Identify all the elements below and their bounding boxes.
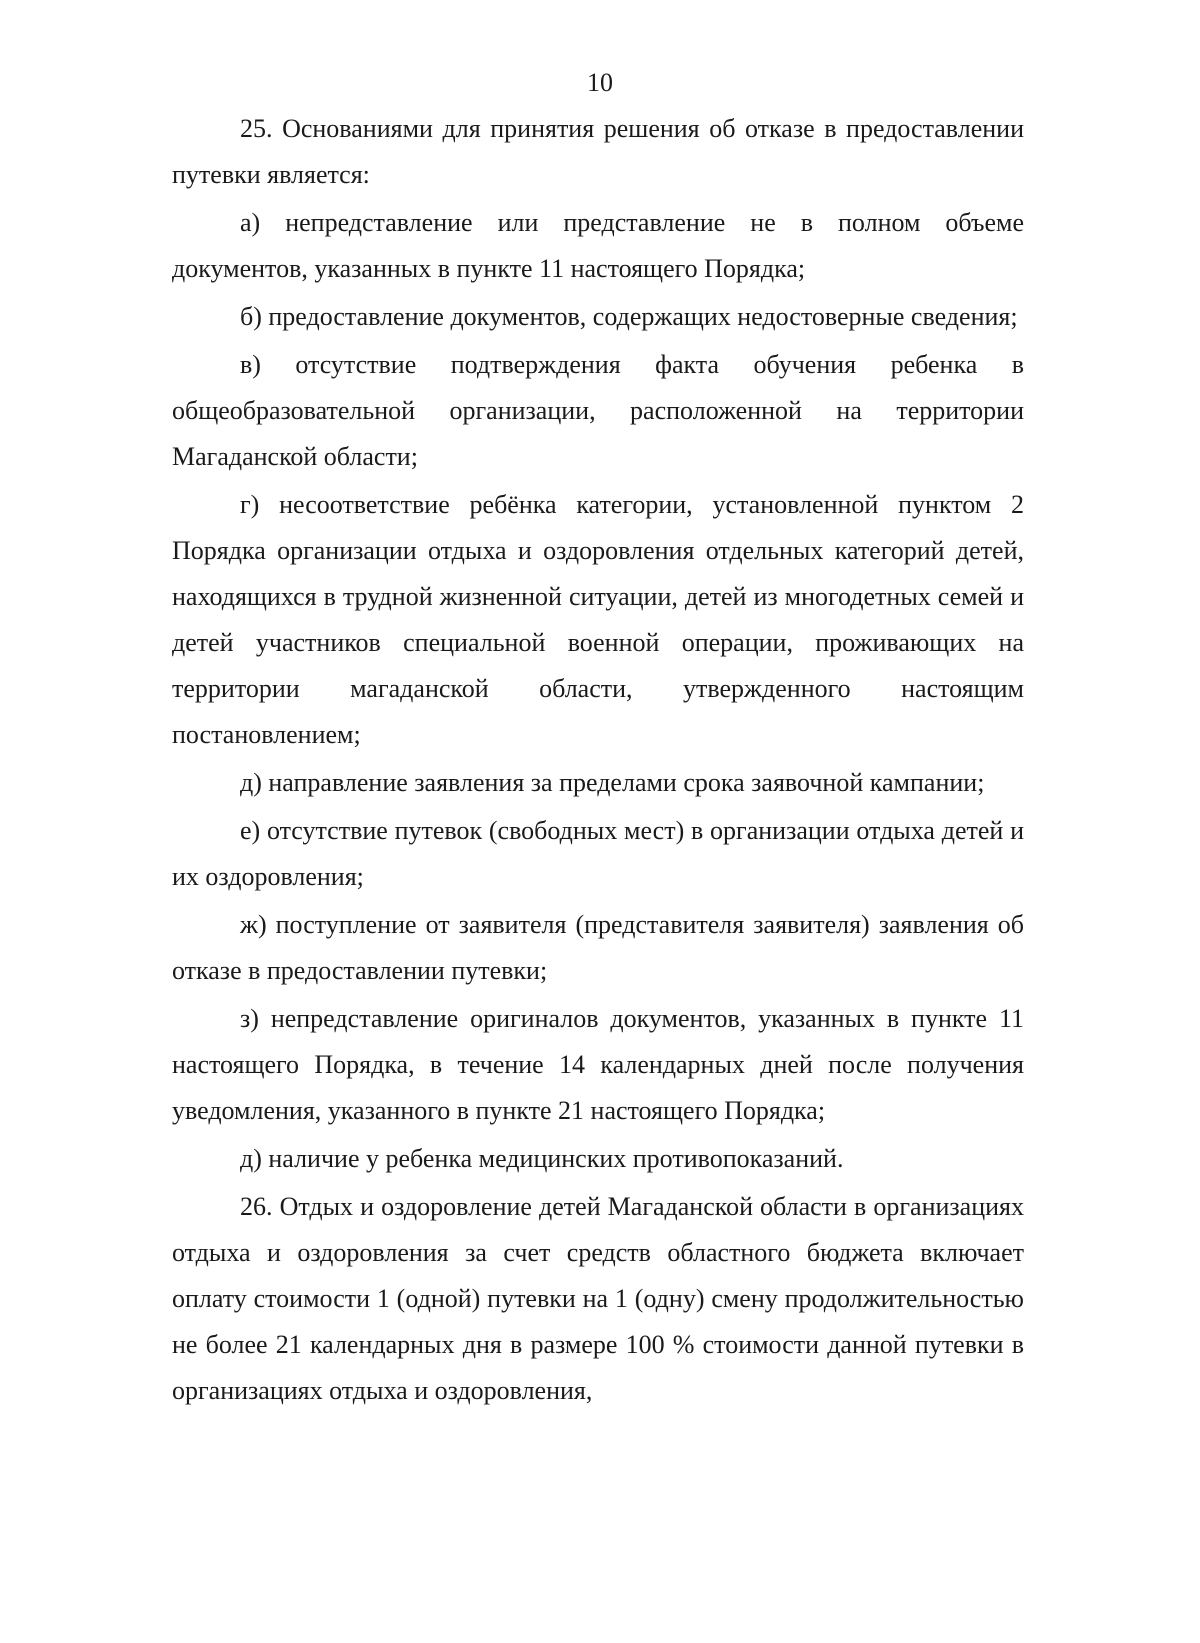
list-item-a: а) непредставление или представление не в полном объеме документов, указанных в пункте 11 настоящего Порядка; <box>172 208 1024 283</box>
list-item-d: д) направление заявления за пределами срока заявочной кампании; <box>240 768 985 797</box>
list-item-z: з) непредставление оригиналов документов, указанных в пункте 11 настоящего Порядка, в течение 14 календарных дней после получения уведомления, указанного в пункте 21 настоящего Порядка; <box>172 1004 1024 1125</box>
list-item-g: г) несоответствие ребёнка категории, установленной пунктом 2 Порядка организации отдыха и оздоровления отдельных категорий детей, находящихся в трудной жизненной ситуации, детей из многодетных семей и детей участников специальной военной операции, проживающих на территории магаданской области, утвержденного настоящим постановлением; <box>172 490 1024 749</box>
document-body <box>172 106 1024 1414</box>
list-item-e: е) отсутствие путевок (свободных мест) в организации отдыха детей и их оздоровления; <box>172 816 1024 891</box>
list-item-zh: ж) поступление от заявителя (представителя заявителя) заявления об отказе в предоставлении путевки; <box>172 910 1024 985</box>
page-number: 10 <box>587 68 613 97</box>
list-item-v: в) отсутствие подтверждения факта обучения ребенка в общеобразовательной организации, расположенной на территории Магаданской области; <box>172 350 1024 471</box>
paragraph-26: 26. Отдых и оздоровление детей Магаданской области в организациях отдыха и оздоровления за счет средств областного бюджета включает оплату стоимости 1 (одной) путевки на 1 (одну) смену продолжительностью не более 21 календарных дня в размере 100 % стоимости данной путевки в организациях отдыха и оздоровления, <box>172 1192 1024 1405</box>
list-item-b: б) предоставление документов, содержащих недостоверные сведения; <box>240 302 1018 331</box>
paragraph-25-intro: 25. Основаниями для принятия решения об отказе в предоставлении путевки является: <box>172 114 1024 189</box>
list-item-d-medical: д) наличие у ребенка медицинских противопоказаний. <box>240 1144 844 1173</box>
